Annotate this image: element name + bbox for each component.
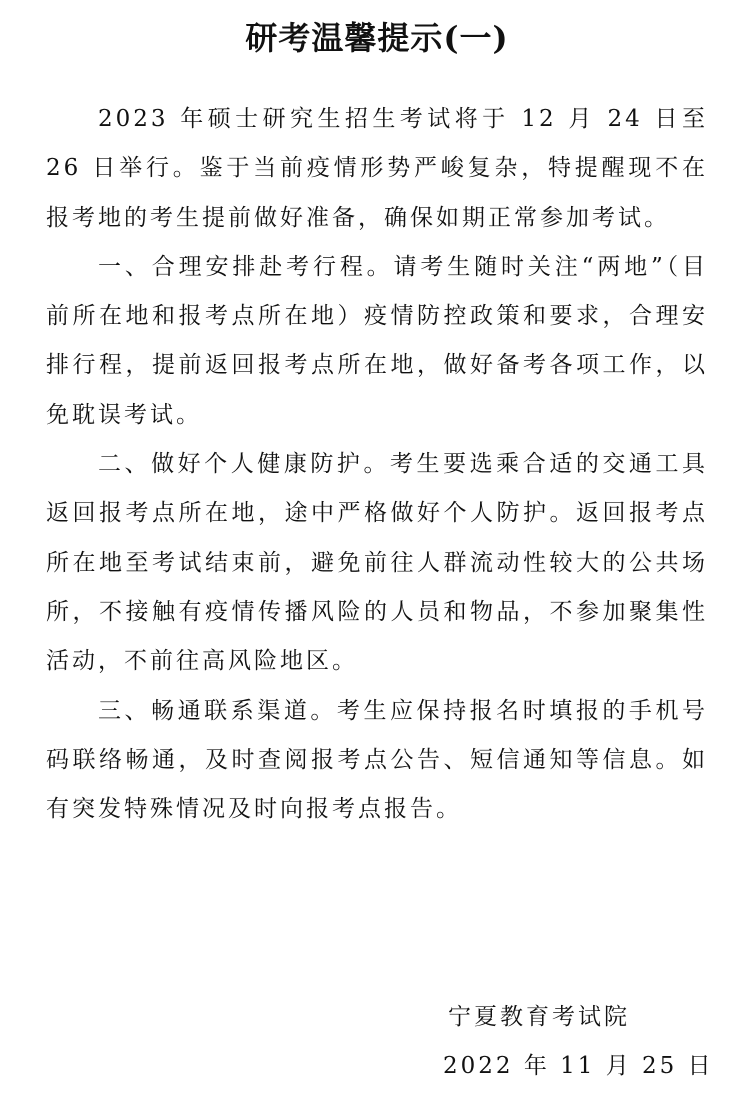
document-body	[46, 95, 708, 834]
signature-organization: 宁夏教育考试院	[448, 1004, 630, 1030]
intro-paragraph: 2023 年硕士研究生招生考试将于 12 月 24 日至 26 日举行。鉴于当前疫情形势严峻复杂，特提醒现不在报考地的考生提前做好准备，确保如期正常参加考试。	[46, 106, 708, 231]
document-title: 研考温馨提示(一)	[245, 19, 509, 57]
item-two-paragraph: 二、做好个人健康防护。考生要选乘合适的交通工具返回报考点所在地，途中严格做好个人防护。返回报考点所在地至考试结束前，避免前往人群流动性较大的公共场所，不接触有疫情传播风险的人员和物品，不参加聚集性活动，不前往高风险地区。	[46, 451, 708, 675]
item-three-paragraph: 三、畅通联系渠道。考生应保持报名时填报的手机号码联络畅通，及时查阅报考点公告、短信通知等信息。如有突发特殊情况及时向报考点报告。	[46, 697, 708, 823]
signature-date: 2022 年 11 月 25 日	[443, 1053, 714, 1079]
item-one-paragraph: 一、合理安排赴考行程。请考生随时关注“两地”（目前所在地和报考点所在地）疫情防控政策和要求，合理安排行程，提前返回报考点所在地，做好备考各项工作，以免耽误考试。	[46, 253, 708, 428]
